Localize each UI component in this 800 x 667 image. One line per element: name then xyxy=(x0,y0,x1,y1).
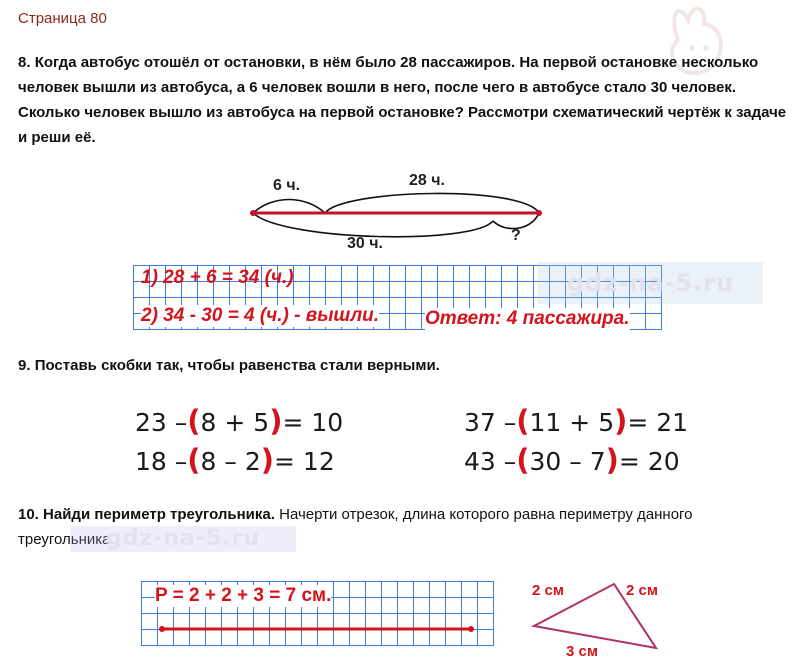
paren-open: ( xyxy=(516,443,530,477)
paren-open: ( xyxy=(187,443,201,477)
arc-in xyxy=(253,200,325,214)
task10-bold: Найди периметр треугольника. xyxy=(43,506,275,523)
perimeter-solution: P = 2 + 2 + 3 = 7 см. xyxy=(155,585,332,606)
label-in: 6 ч. xyxy=(273,177,301,194)
watermark-2: gdz-na-5.ru xyxy=(70,526,296,552)
equation-1: 23 –(8 + 5)= 10 xyxy=(135,404,344,438)
task10-rest: Начерти отрезок, длина которого равна периметру данного треугольника. xyxy=(18,506,693,548)
triangle-side-right: 2 см xyxy=(626,582,658,599)
watermark-1: gdz-na-5.ru xyxy=(538,262,763,304)
equation-3: 37 –(11 + 5)= 21 xyxy=(464,404,689,438)
paren-close: ) xyxy=(614,404,628,438)
triangle-side-bottom: 3 см xyxy=(566,643,598,660)
task9-body: Поставь скобки так, чтобы равенства стали верными. xyxy=(34,357,440,374)
solution-line-1: 1) 28 + 6 = 34 (ч.) xyxy=(141,267,294,288)
solution-line-2: 2) 34 - 30 = 4 (ч.) - вышли. xyxy=(141,305,380,326)
page-title: Страница 80 xyxy=(18,10,107,27)
segment-diagram xyxy=(133,167,673,267)
paren-open: ( xyxy=(516,404,530,438)
task8-number: 8. xyxy=(18,54,31,71)
label-after: 30 ч. xyxy=(347,235,383,252)
perimeter-segment xyxy=(141,581,493,645)
arc-total xyxy=(325,193,539,213)
solution-answer: Ответ: 4 пассажира. xyxy=(425,308,630,329)
task8-diagram xyxy=(133,167,673,267)
paren-close: ) xyxy=(605,443,619,477)
paren-close: ) xyxy=(269,404,283,438)
task10-solution-grid xyxy=(141,581,494,646)
task8-body: Когда автобус отошёл от остановки, в нём было 28 пассажиров. На первой остановке несколько человек вышли из автобуса, а 6 человек вошли в него, после чего в автобусе стало 30 человек. Сколько человек вышло из автобуса на первой остановке? Рассмотри схематический чертёж к задаче и реши её. xyxy=(18,54,787,146)
equation-2: 18 –(8 – 2)= 12 xyxy=(135,443,335,477)
task10-number: 10. xyxy=(18,506,39,523)
task9-text xyxy=(18,353,788,378)
arc-after xyxy=(253,213,493,237)
label-total: 28 ч. xyxy=(409,172,445,189)
task8-text xyxy=(18,50,788,150)
task9-number: 9. xyxy=(18,357,31,374)
paren-open: ( xyxy=(187,404,201,438)
label-unknown: ? xyxy=(511,227,521,244)
equation-4: 43 –(30 – 7)= 20 xyxy=(464,443,680,477)
paren-close: ) xyxy=(260,443,275,477)
triangle-side-left: 2 см xyxy=(532,582,564,599)
